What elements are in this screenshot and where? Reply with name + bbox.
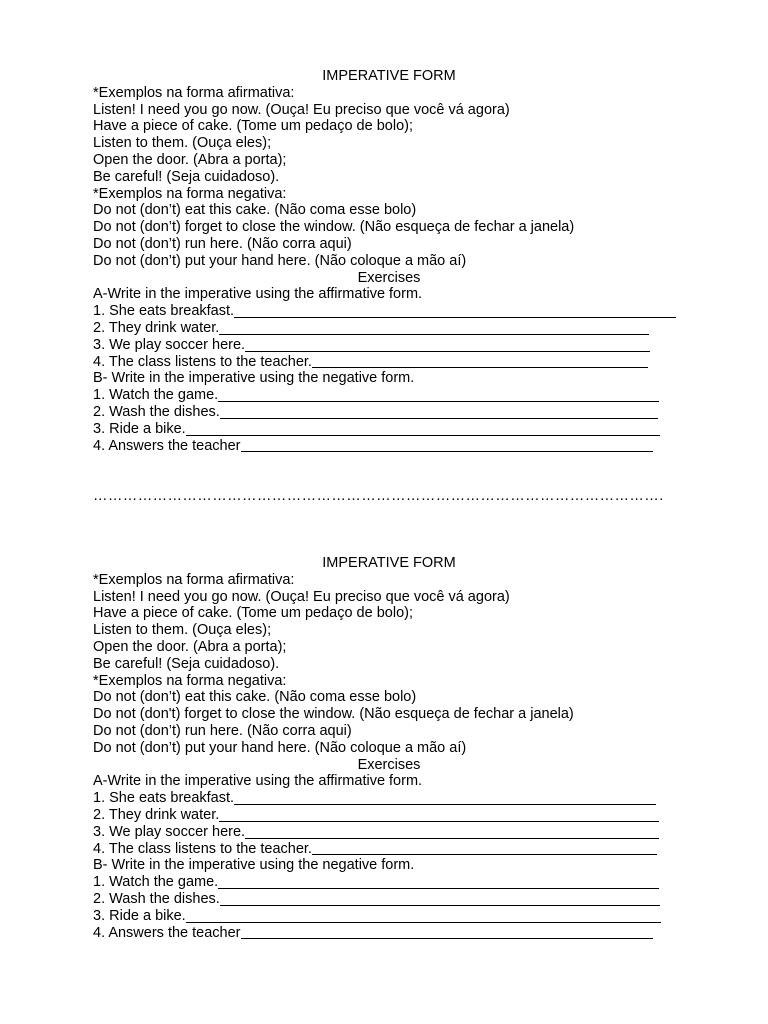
negative-example: Do not (don't) forget to close the window. (Não esqueça de fechar a janela) [93, 706, 574, 723]
negative-heading: *Exemplos na forma negativa: [93, 672, 287, 689]
affirmative-example: Listen! I need you go now. (Ouça! Eu preciso que você vá agora) [93, 101, 510, 118]
affirmative-example: Listen! I need you go now. (Ouça! Eu preciso que você vá agora) [93, 588, 510, 605]
exercise-item [93, 925, 683, 942]
exercise-item [93, 807, 683, 824]
affirmative-example: Listen to them. (Ouça eles); [93, 135, 272, 152]
exercise-prompt: 3. Ride a bike. [93, 420, 186, 437]
affirmative-heading: *Exemplos na forma afirmativa: [93, 571, 295, 588]
answer-blank[interactable] [245, 837, 659, 839]
exercise-item [93, 404, 683, 421]
exercise-item [93, 824, 683, 841]
cut-line: ……………………………………………………………………………………………………. [93, 488, 664, 504]
negative-example: Do not (don’t) forget to close the window. (Não esqueça de fechar a janela) [93, 219, 575, 236]
answer-blank[interactable] [234, 316, 676, 318]
exercise-prompt: 2. Wash the dishes. [93, 403, 220, 420]
exercise-item [93, 891, 683, 908]
exercise-prompt: 1. Watch the game. [93, 387, 219, 404]
exercise-item [93, 320, 683, 337]
affirmative-example: Be careful! (Seja cuidadoso). [93, 168, 280, 185]
section-a-instruction: A-Write in the imperative using the affirmative form. [93, 286, 423, 303]
exercises-title: Exercises [357, 269, 421, 286]
answer-blank[interactable] [186, 921, 661, 923]
exercise-item [93, 841, 683, 858]
negative-example: Do not (don’t) put your hand here. (Não coloque a mão aí) [93, 252, 467, 269]
negative-example: Do not (don’t) put your hand here. (Não coloque a mão aí) [93, 739, 467, 756]
exercise-prompt: 2. They drink water. [93, 319, 220, 336]
exercise-prompt: 4. The class listens to the teacher. [93, 840, 312, 857]
exercise-prompt: 2. They drink water. [93, 806, 220, 823]
answer-blank[interactable] [186, 434, 660, 436]
exercise-item [93, 387, 683, 404]
answer-blank[interactable] [220, 904, 660, 906]
answer-blank[interactable] [218, 400, 659, 402]
section-b-instruction: B- Write in the imperative using the negative form. [93, 370, 415, 387]
exercise-prompt: 3. Ride a bike. [93, 907, 186, 924]
affirmative-example: Open the door. (Abra a porta); [93, 638, 287, 655]
negative-example: Do not (don’t) run here. (Não corra aqui) [93, 235, 352, 252]
exercise-item [93, 438, 683, 455]
exercise-prompt: 2. Wash the dishes. [93, 890, 220, 907]
negative-heading: *Exemplos na forma negativa: [93, 185, 287, 202]
affirmative-heading: *Exemplos na forma afirmativa: [93, 84, 295, 101]
exercise-item [93, 354, 683, 371]
answer-blank[interactable] [219, 820, 659, 822]
answer-blank[interactable] [220, 417, 658, 419]
affirmative-example: Open the door. (Abra a porta); [93, 151, 287, 168]
exercise-prompt: 3. We play soccer here. [93, 336, 246, 353]
exercises-title: Exercises [357, 756, 421, 773]
negative-example: Do not (don’t) run here. (Não corra aqui) [93, 722, 352, 739]
answer-blank[interactable] [218, 887, 659, 889]
exercise-item [93, 337, 683, 354]
negative-example: Do not (don’t) eat this cake. (Não coma esse bolo) [93, 202, 417, 219]
exercise-prompt: 3. We play soccer here. [93, 823, 246, 840]
answer-blank[interactable] [312, 366, 648, 368]
answer-blank[interactable] [241, 937, 653, 939]
answer-blank[interactable] [219, 333, 649, 335]
worksheet-title: IMPERATIVE FORM [322, 555, 456, 571]
exercise-prompt: 4. Answers the teacher [93, 924, 241, 941]
answer-blank[interactable] [234, 803, 656, 805]
affirmative-example: Have a piece of cake. (Tome um pedaço de bolo); [93, 605, 413, 622]
exercise-prompt: 4. The class listens to the teacher. [93, 353, 312, 370]
section-a-instruction: A-Write in the imperative using the affirmative form. [93, 773, 423, 790]
exercise-item [93, 908, 683, 925]
affirmative-example: Have a piece of cake. (Tome um pedaço de bolo); [93, 118, 413, 135]
section-b-instruction: B- Write in the imperative using the negative form. [93, 857, 415, 874]
negative-example: Do not (don’t) eat this cake. (Não coma esse bolo) [93, 689, 417, 706]
exercise-item [93, 303, 683, 320]
worksheet-bottom [93, 555, 683, 941]
answer-blank[interactable] [241, 450, 653, 452]
affirmative-example: Be careful! (Seja cuidadoso). [93, 655, 280, 672]
exercise-prompt: 4. Answers the teacher [93, 437, 241, 454]
worksheet-title: IMPERATIVE FORM [322, 68, 456, 84]
exercise-prompt: 1. Watch the game. [93, 874, 219, 891]
answer-blank[interactable] [245, 350, 650, 352]
answer-blank[interactable] [312, 853, 657, 855]
exercise-item [93, 790, 683, 807]
exercise-item [93, 874, 683, 891]
exercise-prompt: 1. She eats breakfast. [93, 303, 235, 320]
affirmative-example: Listen to them. (Ouça eles); [93, 622, 272, 639]
exercise-prompt: 1. She eats breakfast. [93, 790, 235, 807]
exercise-item [93, 421, 683, 438]
worksheet-top [93, 68, 683, 454]
